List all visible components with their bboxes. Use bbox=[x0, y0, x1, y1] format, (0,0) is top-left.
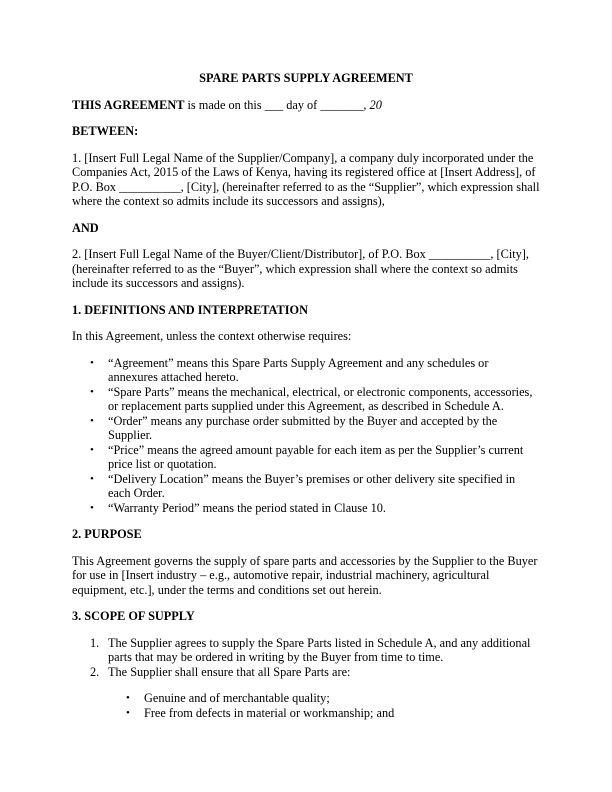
definition-item-agreement bbox=[72, 356, 540, 385]
scope-item-text: The Supplier agrees to supply the Spare Parts listed in Schedule A, and any additional parts that may be ordered in writing by the Buyer from time to time. bbox=[108, 635, 531, 664]
purpose-paragraph: This Agreement governs the supply of spare parts and accessories by the Supplier to the Buyer for use in [Insert industry – e.g., automotive repair, industrial machinery, agricultural equipment, etc.], under the terms and conditions set out herein. bbox=[72, 553, 538, 597]
date-line-lead-in: THIS AGREEMENT bbox=[72, 97, 185, 112]
bullet-icon: • bbox=[90, 385, 94, 398]
definitions-list bbox=[72, 356, 540, 516]
date-line-body: is made on this ___ day of _______, bbox=[184, 97, 370, 112]
definition-text: “Warranty Period” means the period stated in Clause 10. bbox=[108, 500, 386, 515]
buyer-clause: 2. [Insert Full Legal Name of the Buyer/Client/Distributor], of P.O. Box __________, [City], (hereinafter referred to as the “Buyer”, which expression shall where the context so admits include its successors and assigns). bbox=[72, 247, 529, 290]
date-line-year: 20 bbox=[369, 97, 382, 112]
scope-item-text: The Supplier shall ensure that all Spare Parts are: bbox=[108, 664, 351, 679]
bullet-icon: • bbox=[90, 356, 94, 369]
definitions-intro: In this Agreement, unless the context otherwise requires: bbox=[72, 329, 352, 343]
definition-item-delivery-location bbox=[72, 472, 540, 501]
definition-item-order bbox=[72, 414, 540, 443]
document-title: SPARE PARTS SUPPLY AGREEMENT bbox=[199, 71, 413, 85]
bullet-icon: • bbox=[126, 692, 130, 704]
section-scope-heading: 3. SCOPE OF SUPPLY bbox=[72, 609, 195, 623]
definition-text: “Price” means the agreed amount payable for each item as per the Supplier’s current price list or quotation. bbox=[108, 442, 524, 471]
definition-item-warranty-period bbox=[72, 501, 540, 516]
bullet-icon: • bbox=[90, 443, 94, 456]
between-heading: BETWEEN: bbox=[72, 124, 139, 138]
definition-item-price bbox=[72, 443, 540, 472]
scope-item-1 bbox=[72, 636, 540, 665]
supplier-clause: 1. [Insert Full Legal Name of the Supplier/Company], a company duly incorporated under the Companies Act, 2015 of the Laws of Kenya, having its registered office at [Insert Address], of P.O. Box __________, [City], (hereinafter referred to as the “Supplier”, which expression shall where the context so admits include its successors and assigns), bbox=[72, 150, 540, 208]
section-definitions-heading: 1. DEFINITIONS AND INTERPRETATION bbox=[72, 302, 308, 317]
scope-sub-item-defects bbox=[72, 706, 540, 721]
definition-text: “Agreement” means this Spare Parts Supply Agreement and any schedules or annexures attached hereto. bbox=[108, 355, 489, 384]
bullet-icon: • bbox=[90, 414, 94, 427]
scope-sub-item-text: Genuine and of merchantable quality; bbox=[144, 691, 330, 705]
bullet-icon: • bbox=[90, 472, 94, 485]
definition-text: “Order” means any purchase order submitted by the Buyer and accepted by the Supplier. bbox=[108, 413, 498, 442]
definition-item-spare-parts bbox=[72, 385, 540, 414]
bullet-icon: • bbox=[126, 706, 130, 719]
section-purpose-heading: 2. PURPOSE bbox=[72, 527, 142, 541]
list-number: 1. bbox=[90, 635, 100, 650]
and-heading: AND bbox=[72, 220, 99, 235]
definition-text: “Delivery Location” means the Buyer’s premises or other delivery site specified in each Order. bbox=[108, 471, 516, 500]
list-number: 2. bbox=[90, 664, 100, 679]
scope-item-2 bbox=[72, 665, 540, 680]
scope-sub-item-quality bbox=[72, 691, 540, 706]
scope-sub-bullet-list bbox=[72, 691, 540, 720]
scope-numbered-list bbox=[72, 636, 540, 680]
scope-sub-item-text: Free from defects in material or workmanship; and bbox=[144, 705, 395, 720]
agreement-date-line bbox=[72, 98, 540, 113]
bullet-icon: • bbox=[90, 501, 94, 514]
definition-text: “Spare Parts” means the mechanical, electrical, or electronic components, accessories, or replacement parts supplied under this Agreement, as described in Schedule A. bbox=[108, 384, 533, 413]
